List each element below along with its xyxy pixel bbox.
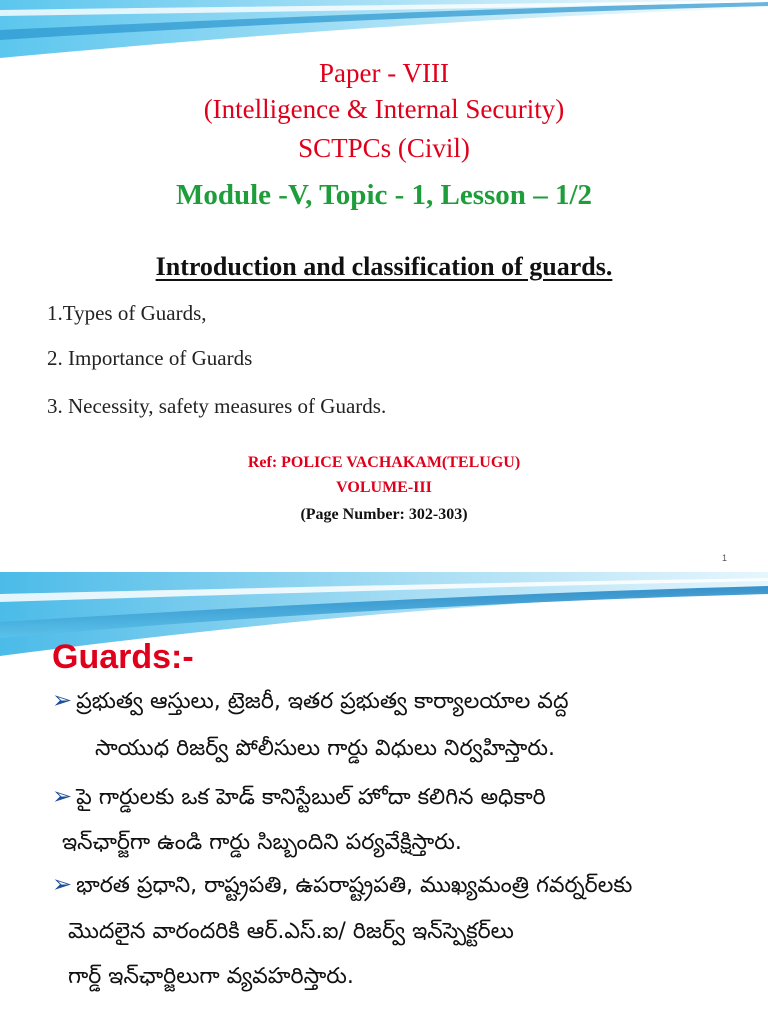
page-number: 1 (722, 553, 728, 563)
arrow-bullet-icon: ➢ (52, 870, 73, 898)
reference-pages: (Page Number: 302-303) (300, 506, 468, 523)
bullet-text: పై గార్డులకు ఒక హెడ్ కానిస్టేబుల్ హోదా కలిగిన అధికారి (76, 785, 546, 810)
bullet-text: భారత ప్రధాని, రాష్ట్రపతి, ఉపరాష్ట్రపతి, ముఖ్యమంత్రి గవర్నర్‌లకు (76, 873, 633, 898)
module-heading: Module -V, Topic - 1, Lesson – 1/2 (175, 179, 592, 211)
topic-item: 1.Types of Guards, (47, 301, 207, 325)
reference-line: Ref: POLICE VACHAKAM(TELUGU) (247, 454, 521, 471)
topic-item: 3. Necessity, safety measures of Guards. (47, 394, 387, 418)
paper-title: Paper - VIII (319, 58, 449, 88)
bullet-item (52, 686, 568, 719)
bullet-item (52, 782, 546, 815)
bullet-continuation: గార్డ్ ఇన్‌ఛార్జిలుగా వ్యవహరిస్తారు. (68, 964, 354, 989)
intro-heading-text: Introduction and classification of guards. (155, 252, 613, 281)
bullet-continuation: ఇన్‌ఛార్జ్‌గా ఉండి గార్డు సిబ్బందిని పర్యవేక్షిస్తారు. (62, 830, 462, 855)
bullet-continuation: మొదలైన వారందరికి ఆర్.ఎస్.ఐ/ రిజర్వ్ ఇన్‌స్పెక్టర్‌లు (68, 919, 514, 944)
reference-volume: VOLUME-III (336, 479, 432, 496)
bullet-text: ప్రభుత్వ ఆస్తులు, ట్రెజరీ, ఇతర ప్రభుత్వ కార్యాలయాల వద్ద (76, 689, 569, 714)
intro-heading (0, 252, 768, 282)
topic-item: 2. Importance of Guards (47, 346, 253, 370)
slide-2 (0, 572, 768, 1024)
guards-title: Guards:- (52, 638, 194, 676)
subject-title: (Intelligence & Internal Security) (203, 94, 565, 124)
arrow-bullet-icon: ➢ (52, 782, 73, 810)
bullet-item (52, 870, 632, 903)
arrow-bullet-icon: ➢ (52, 686, 73, 714)
bullet-continuation: సాయుధ రిజర్వ్ పోలీసులు గార్డు విధులు నిర్వహిస్తారు. (95, 736, 555, 761)
course-title: SCTPCs (Civil) (298, 133, 470, 163)
